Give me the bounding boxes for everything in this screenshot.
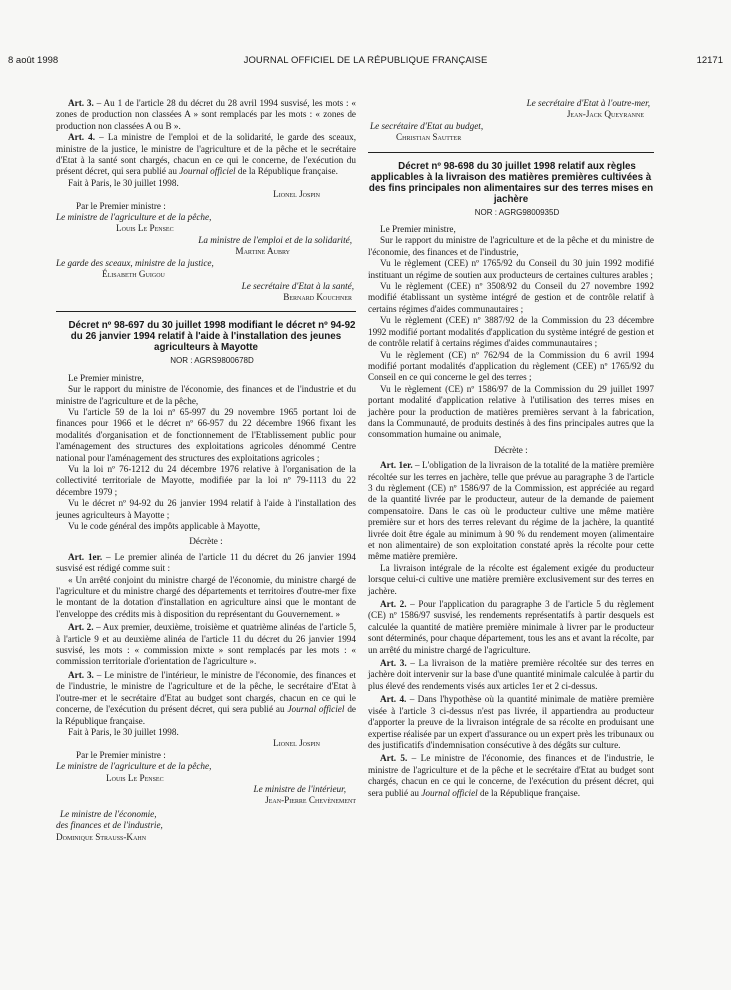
- name-queyranne: Jean-Jack Queyranne: [566, 109, 644, 120]
- role-outre-mer: Le secrétaire d'Etat à l'outre-mer,: [526, 98, 650, 108]
- d2-visa-3: Vu le règlement (CEE) nº 3508/92 du Conseil du 27 novembre 1992 modifié établissant un système intégré de gestion et de contrôle relatif à certains régimes d'aides communautaires ;: [368, 281, 654, 314]
- header-page-number: 12171: [696, 55, 723, 66]
- left-column: [56, 98, 356, 843]
- d2-visa-6: Vu le règlement (CE) nº 1586/97 de la Commission du 29 juillet 1997 portant modalité d'application relative à l'utilisation des terres mises en jachère pour la production de matières premières servant à la fabrication, dans la Communauté, de produits destinés à des fins principales autres que la consommation humaine ou animale,: [368, 383, 654, 440]
- d1-decrete: Décrète :: [189, 536, 223, 547]
- fait-a-paris-1: Fait à Paris, le 30 juillet 1998.: [68, 177, 179, 188]
- d2-decrete: Décrète :: [494, 444, 528, 455]
- signature-jospin-1: Lionel Jospin: [273, 189, 320, 200]
- decree-98-697-nor: NOR : AGRS9800678D: [170, 356, 254, 366]
- role-emploi: La ministre de l'emploi et de la solidarité,: [198, 234, 352, 245]
- d2-article-3: Art. 3. – La livraison de la matière première récoltée sur des terres en jachère doit intervenir sur la base d'une quantité minimale calculée à partir du plus élevé des rendements visés aux articles 1er et 2 ci-dessus.: [368, 658, 654, 691]
- par-premier-ministre-2: Par le Premier ministre :: [76, 749, 166, 760]
- right-column: [368, 98, 654, 799]
- d2-visa-4: Vu le règlement (CEE) nº 3887/92 de la Commission du 23 décembre 1992 modifié portant modalités d'application du système intégré de gestion et de contrôle relatif à certains régimes d'aides communautaires ;: [368, 315, 654, 349]
- d2-visa-1: Sur le rapport du ministre de l'agriculture et de la pêche et du ministre de l'économie, des finances et de l'industrie,: [368, 235, 654, 257]
- name-strauss-kahn: Dominique Strauss-Kahn: [56, 831, 147, 842]
- decree-98-698-nor: NOR : AGRG9800935D: [474, 207, 560, 217]
- d2-article-4: Art. 4. – Dans l'hypothèse où la quantité minimale de matière première visée à l'article 3 ci-dessus n'est pas livrée, il appartiendra au producteur d'apporter la preuve de la livraison intégrale de sa récolte en produisant une expertise réalisée par un expert d'assurance ou un expert près les tribunaux ou des justificatifs d'indemnisation consécutive à des dégâts sur culture.: [368, 694, 654, 750]
- role-agriculture-1: Le ministre de l'agriculture et de la pêche,: [56, 212, 212, 223]
- d2-visa-5: Vu le règlement (CE) nº 762/94 de la Commission du 6 avril 1994 modifié portant modalités d'application du règlement (CEE) nº 1765/92 du Conseil en ce qui concerne le gel des terres ;: [368, 349, 654, 383]
- article-3-prev: Art. 3. – Au 1 de l'article 28 du décret du 28 avril 1994 susvisé, les mots : « zones de production non classées A » sont remplacés par les mots : « zones de production non classées A ou B ».: [56, 98, 357, 131]
- d1-article-1: Art. 1er. – Le premier alinéa de l'article 11 du décret du 26 janvier 1994 susvisé est rédigé comme suit :: [56, 551, 356, 574]
- role-interieur: Le ministre de l'intérieur,: [253, 783, 346, 794]
- decree-98-698-title: Décret nº 98-698 du 30 juillet 1998 relatif aux règles applicables à la livraison des matières premières cultivées à des fins principales non alimentaires sur des terres mises en jachère: [368, 160, 654, 205]
- article-4-prev: Art. 4. – La ministre de l'emploi et de la solidarité, le garde des sceaux, ministre de la justice, le ministre de l'agriculture et de la pêche et le secrétaire d'Etat à la santé sont chargés, chacun en ce qui le concerne, de l'exécution du présent décret, qui sera publié au Journal officiel de la République française.: [56, 132, 356, 177]
- d2-article-1-para-2: La livraison intégrale de la récolte est également exigée du producteur lorsque celui-ci cultive une matière première exclusivement sur des terres en jachère.: [368, 562, 654, 596]
- d1-visa-1: Sur le rapport du ministre de l'économie, des finances et de l'industrie et du ministre de l'agriculture et de la pêche,: [56, 384, 356, 406]
- d2-visa-2: Vu le règlement (CEE) nº 1765/92 du Conseil du 30 juin 1992 modifié instituant un régime de soutien aux producteurs de certaines cultures arables ;: [368, 258, 654, 280]
- d2-article-5: Art. 5. – Le ministre de l'économie, des finances et de l'industrie, le ministre de l'agriculture et de la pêche et le secrétaire d'Etat au budget sont chargés, chacun en ce qui le concerne, de l'exécution du présent décret, qui sera publié au Journal officiel de la République française.: [368, 753, 654, 798]
- name-kouchner: Bernard Kouchner: [283, 291, 352, 302]
- signature-jospin-2: Lionel Jospin: [273, 738, 320, 749]
- fait-a-paris-2: Fait à Paris, le 30 juillet 1998.: [68, 726, 179, 737]
- d1-premier-ministre: Le Premier ministre,: [68, 372, 144, 383]
- role-sante: Le secrétaire d'Etat à la santé,: [241, 280, 354, 291]
- d1-article-1-quote: « Un arrêté conjoint du ministre chargé de l'économie, du ministre chargé de l'agriculture et du ministre chargé des départements et territoires d'outre-mer fixe le montant de la dotation d'installation en agriculture ainsi que le montant de l'enveloppe des crédits mis à disposition du représentant du Gouvernement. »: [56, 574, 356, 619]
- header-date: 8 août 1998: [8, 55, 59, 66]
- name-pensec-1: Louis Le Pensec: [116, 223, 174, 234]
- role-agriculture-2: Le ministre de l'agriculture et de la pêche,: [56, 761, 212, 772]
- d1-visa-2: Vu l'article 59 de la loi nº 65-997 du 29 novembre 1965 portant loi de finances pour 1966 et le décret nº 66-957 du 22 décembre 1966 fixant les modalités d'organisation et de fonctionnement de l'Etablissement public pour l'aménagement des structures des exploitations agricoles dénommé Centre national pour l'aménagement des structures des exploitations agricoles ;: [56, 406, 356, 463]
- header-journal-title: JOURNAL OFFICIEL DE LA RÉPUBLIQUE FRANÇAISE: [243, 55, 488, 66]
- d2-article-1: Art. 1er. – L'obligation de la livraison de la totalité de la matière première récoltée sur les terres en jachère, telle que prévue au paragraphe 3 de l'article 3 du règlement (CE) nº 1586/97 de la Commission, est appréciée au regard de la quantité livrée par le producteur, auteur de la demande de paiement compensatoire. Dans le cas où le producteur cultive une même matière première sur et hors des terres relevant du régime de la jachère, la quantité livrée doit être égale au minimum à 90 % du rendement moyen (alimentaire et non alimentaire) de son exploitation constaté après la récolte pour cette même matière première.: [368, 460, 654, 562]
- divider-2: [368, 152, 654, 153]
- d2-article-2: Art. 2. – Pour l'application du paragraphe 3 de l'article 5 du règlement (CE) nº 1586/97 susvisé, les rendements représentatifs à partir desquels est calculée la quantité de matière première minimale à livrer par le producteur sont déterminés, pour chaque département, tous les ans et avant la récolte, par un arrêté du ministre chargé de l'agriculture.: [368, 599, 654, 655]
- decree-98-697-title: Décret nº 98-697 du 30 juillet 1998 modifiant le décret nº 94-92 du 26 janvier 1994 relatif à l'aide à l'installation des jeunes agriculteurs à Mayotte: [68, 320, 356, 354]
- par-premier-ministre-1: Par le Premier ministre :: [76, 200, 166, 211]
- name-chevenement: Jean-Pierre Chevènement: [265, 795, 356, 806]
- d1-visa-3: Vu la loi nº 76-1212 du 24 décembre 1976 relative à l'organisation de la collectivité territoriale de Mayotte, modifiée par la loi nº 79-1113 du 22 décembre 1979 ;: [56, 463, 356, 497]
- name-guigou: Élisabeth Guigou: [102, 269, 165, 280]
- d1-article-3: Art. 3. – Le ministre de l'intérieur, le ministre de l'économie, des finances et de l'industrie, le ministre de l'agriculture et de la pêche, le secrétaire d'Etat à l'outre-mer et le secrétaire d'Etat au budget sont chargés, chacun en ce qui le concerne, de l'exécution du présent décret, qui sera publié au Journal officiel de la République française.: [56, 669, 357, 726]
- role-economie-1: Le ministre de l'économie,: [60, 808, 157, 819]
- d1-article-2: Art. 2. – Aux premier, deuxième, troisième et quatrième alinéas de l'article 5, à l'article 9 et au deuxième alinéa de l'article 11 du décret du 26 janvier 1994 susvisé, les mots : « commission mixte » sont remplacés par les mots : « commission territoriale d'orientation de l'agriculture ».: [56, 622, 356, 667]
- d2-premier-ministre: Le Premier ministre,: [380, 224, 456, 235]
- d1-visa-4: Vu le décret nº 94-92 du 26 janvier 1994 relatif à l'aide à l'installation des jeunes agriculteurs à Mayotte ;: [56, 498, 356, 520]
- d1-visa-5: Vu le code général des impôts applicable à Mayotte,: [68, 521, 261, 531]
- name-pensec-2: Louis Le Pensec: [106, 772, 164, 783]
- name-aubry: Martine Aubry: [235, 246, 290, 257]
- role-budget: Le secrétaire d'Etat au budget,: [370, 120, 484, 131]
- divider-1: [56, 311, 356, 312]
- page-header: [0, 55, 731, 69]
- role-justice: Le garde des sceaux, ministre de la justice,: [56, 257, 214, 268]
- name-sautter: Christian Sautter: [396, 132, 462, 143]
- role-economie-2: des finances et de l'industrie,: [56, 820, 163, 831]
